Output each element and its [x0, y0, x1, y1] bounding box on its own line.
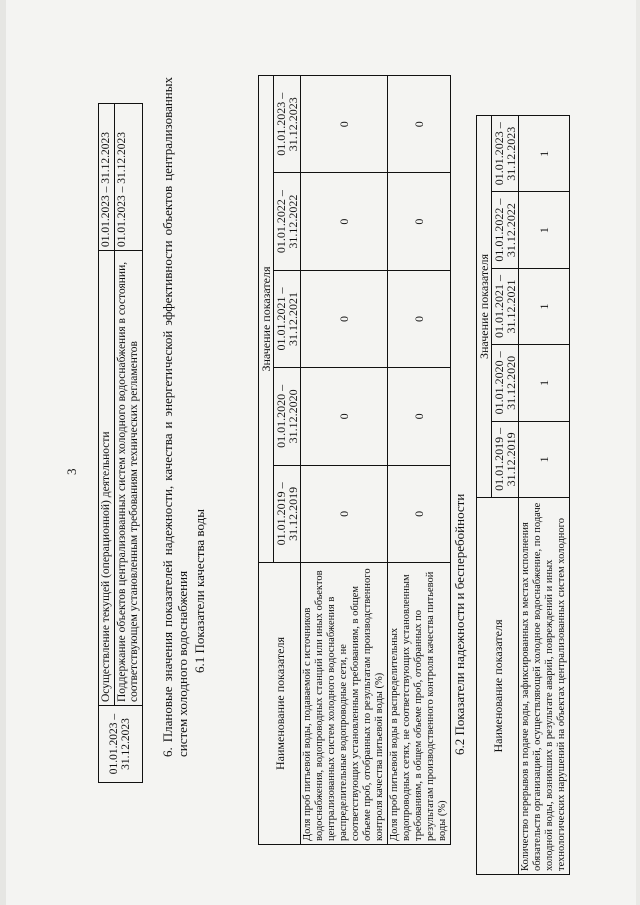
- period-cell: 01.01.2023 – 31.12.2023: [99, 706, 143, 783]
- indicator-name: Доля проб питьевой воды в распределительных водопроводных сетях, не соответствующих установленным требованиям, в общем объеме проб, отобранных по результатам производственного контроля качества питьевой воды (%): [388, 563, 451, 845]
- value-header: Значение показателя: [477, 116, 492, 498]
- value-cell: 1: [519, 268, 570, 344]
- section-6-2-title: 6.2 Показатели надежности и бесперебойности: [452, 493, 467, 755]
- period-header: 01.01.2023 – 31.12.2023: [492, 116, 519, 192]
- page-number: 3: [64, 468, 79, 475]
- value-cell: 0: [388, 173, 451, 270]
- reliability-table: [476, 115, 570, 875]
- name-header: Наименование показателя: [259, 563, 301, 845]
- value-cell: 0: [388, 368, 451, 465]
- top-table: [98, 103, 143, 783]
- value-cell: 0: [301, 76, 388, 173]
- value-cell: 1: [519, 345, 570, 421]
- table-row: [519, 116, 570, 875]
- table-row: [388, 76, 451, 845]
- value-cell: 1: [519, 192, 570, 268]
- value-header: Значение показателя: [259, 76, 274, 563]
- value-cell: 1: [519, 116, 570, 192]
- value-cell: 0: [301, 465, 388, 562]
- indicator-name: Количество перерывов в подаче воды, зафиксированных в местах исполнения обязательств организацией, осуществляющей холодное водоснабжение, по подаче холодной воды, возникших в результате аварий, повреждений и иных технологических нарушений на объектах централизованных систем холодного: [519, 498, 570, 875]
- table-row: [301, 76, 388, 845]
- section-6-title: 6. Плановые значения показателей надежности, качества и энергетической эффективности объектов централизованных систем холодного водоснабжения: [160, 77, 190, 757]
- table-row: [99, 104, 115, 783]
- name-header: Наименование показателя: [477, 498, 519, 875]
- date-cell: 01.01.2023 – 31.12.2023: [114, 104, 142, 251]
- period-header: 01.01.2021 – 31.12.2021: [492, 268, 519, 344]
- section-6-1-title: 6.1 Показатели качества воды: [192, 509, 207, 673]
- period-header: 01.01.2019 – 31.12.2019: [274, 465, 301, 562]
- value-cell: 0: [388, 76, 451, 173]
- value-cell: 0: [301, 368, 388, 465]
- date-cell: 01.01.2023 – 31.12.2023: [99, 104, 115, 251]
- period-header: 01.01.2019 – 31.12.2019: [492, 421, 519, 497]
- activity-cell: Поддержание объектов централизованных систем холодного водоснабжения в состоянии, соответствующем установленным требованиям технических регламентов: [114, 251, 142, 706]
- period-header: 01.01.2020 – 31.12.2020: [274, 368, 301, 465]
- value-cell: 0: [301, 173, 388, 270]
- value-cell: 0: [301, 270, 388, 367]
- activity-cell: Осуществление текущей (операционной) деятельности: [99, 251, 115, 706]
- period-header: 01.01.2023 – 31.12.2023: [274, 76, 301, 173]
- value-cell: 0: [388, 270, 451, 367]
- value-cell: 1: [519, 421, 570, 497]
- period-header: 01.01.2021 – 31.12.2021: [274, 270, 301, 367]
- table-header-row: [259, 76, 274, 845]
- value-cell: 0: [388, 465, 451, 562]
- period-header: 01.01.2022 – 31.12.2022: [492, 192, 519, 268]
- table-row: [114, 104, 142, 783]
- table-header-row: [477, 116, 492, 875]
- period-header: 01.01.2020 – 31.12.2020: [492, 345, 519, 421]
- period-header: 01.01.2022 – 31.12.2022: [274, 173, 301, 270]
- indicator-name: Доля проб питьевой воды, подаваемой с источников водоснабжения, водопроводных станций или иных объектов централизованных систем холодного водоснабжения в распределительные водопроводные сети, не соответствующих установленным требованиям, в общем объеме проб, отобранных по результатам производственного контроля качества питьевой воды (%): [301, 563, 388, 845]
- quality-table: [258, 75, 451, 845]
